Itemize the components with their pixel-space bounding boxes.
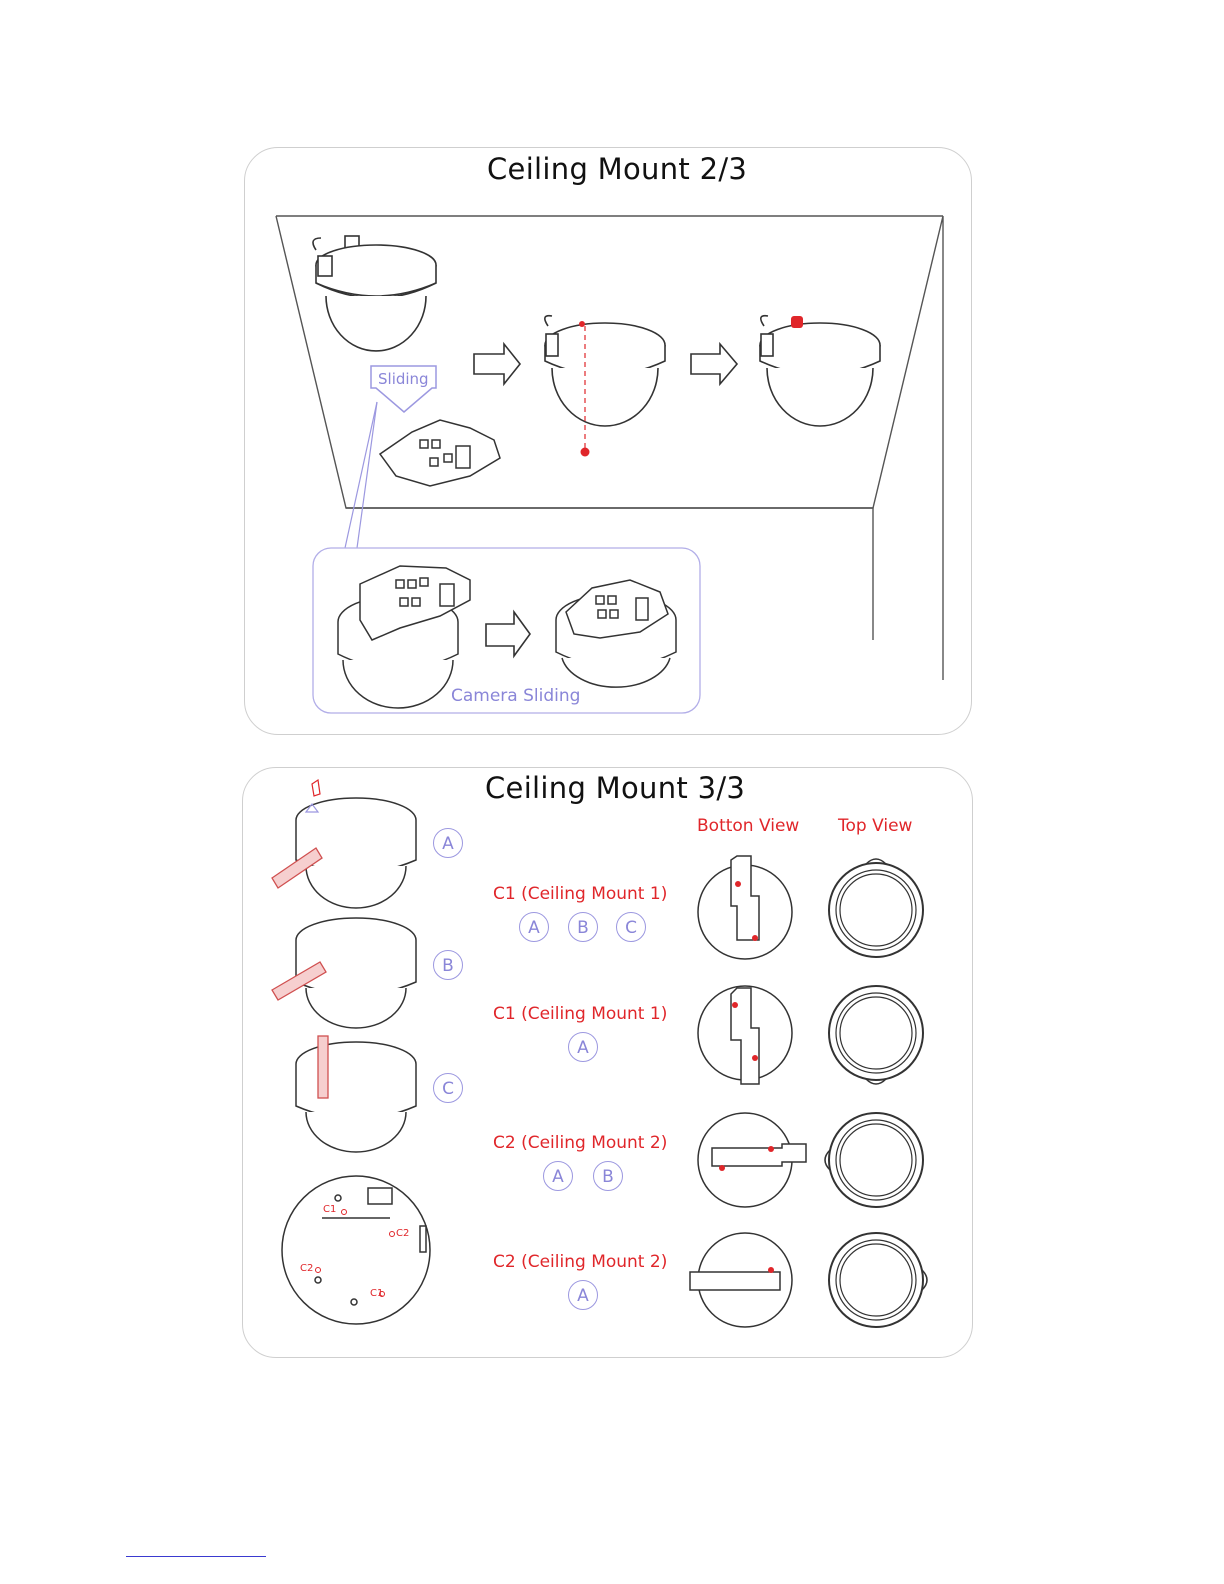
botton-view-header: Botton View (697, 816, 800, 836)
bottom-view-1 (698, 856, 792, 959)
row-3-label: C2 (Ceiling Mount 2) (493, 1133, 668, 1153)
row-1-option-b: B (568, 912, 598, 942)
bottom-view-3 (698, 1113, 806, 1207)
row-1-label: C1 (Ceiling Mount 1) (493, 884, 668, 904)
side-step-a-badge: A (433, 828, 463, 858)
top-view-1 (829, 859, 923, 957)
top-view-3 (825, 1113, 923, 1207)
row-1-option-a: A (519, 912, 549, 942)
row-4-label: C2 (Ceiling Mount 2) (493, 1252, 668, 1272)
plate-label-c2-left: C2 (300, 1263, 314, 1274)
sliding-label: Sliding (378, 370, 429, 388)
top-view-header: Top View (838, 816, 913, 836)
footer-rule (126, 1556, 266, 1557)
base-plate-diagram (282, 1176, 430, 1324)
side-step-c-badge: C (433, 1073, 463, 1103)
camera-sliding-label: Camera Sliding (451, 686, 581, 706)
row-4-option-a: A (568, 1280, 598, 1310)
row-1-option-c: C (616, 912, 646, 942)
side-camera-c (296, 1042, 416, 1152)
plate-label-c2-right: C2 (396, 1228, 410, 1239)
row-2-option-a: A (568, 1032, 598, 1062)
plate-label-c1-bottom: C1 (370, 1288, 384, 1299)
bottom-view-4 (690, 1233, 792, 1327)
side-step-b-badge: B (433, 950, 463, 980)
panel-2-title: Ceiling Mount 3/3 (485, 771, 746, 805)
top-view-4 (829, 1233, 927, 1327)
row-3-option-a: A (543, 1161, 573, 1191)
plate-label-c1-top: C1 (323, 1204, 337, 1215)
cable-c-icon (318, 1036, 328, 1098)
row-3-option-b: B (593, 1161, 623, 1191)
panel-1-title: Ceiling Mount 2/3 (487, 152, 748, 186)
row-2-label: C1 (Ceiling Mount 1) (493, 1004, 668, 1024)
top-view-rings (825, 859, 927, 1327)
top-view-2 (829, 986, 923, 1084)
bottom-view-2 (698, 986, 792, 1084)
